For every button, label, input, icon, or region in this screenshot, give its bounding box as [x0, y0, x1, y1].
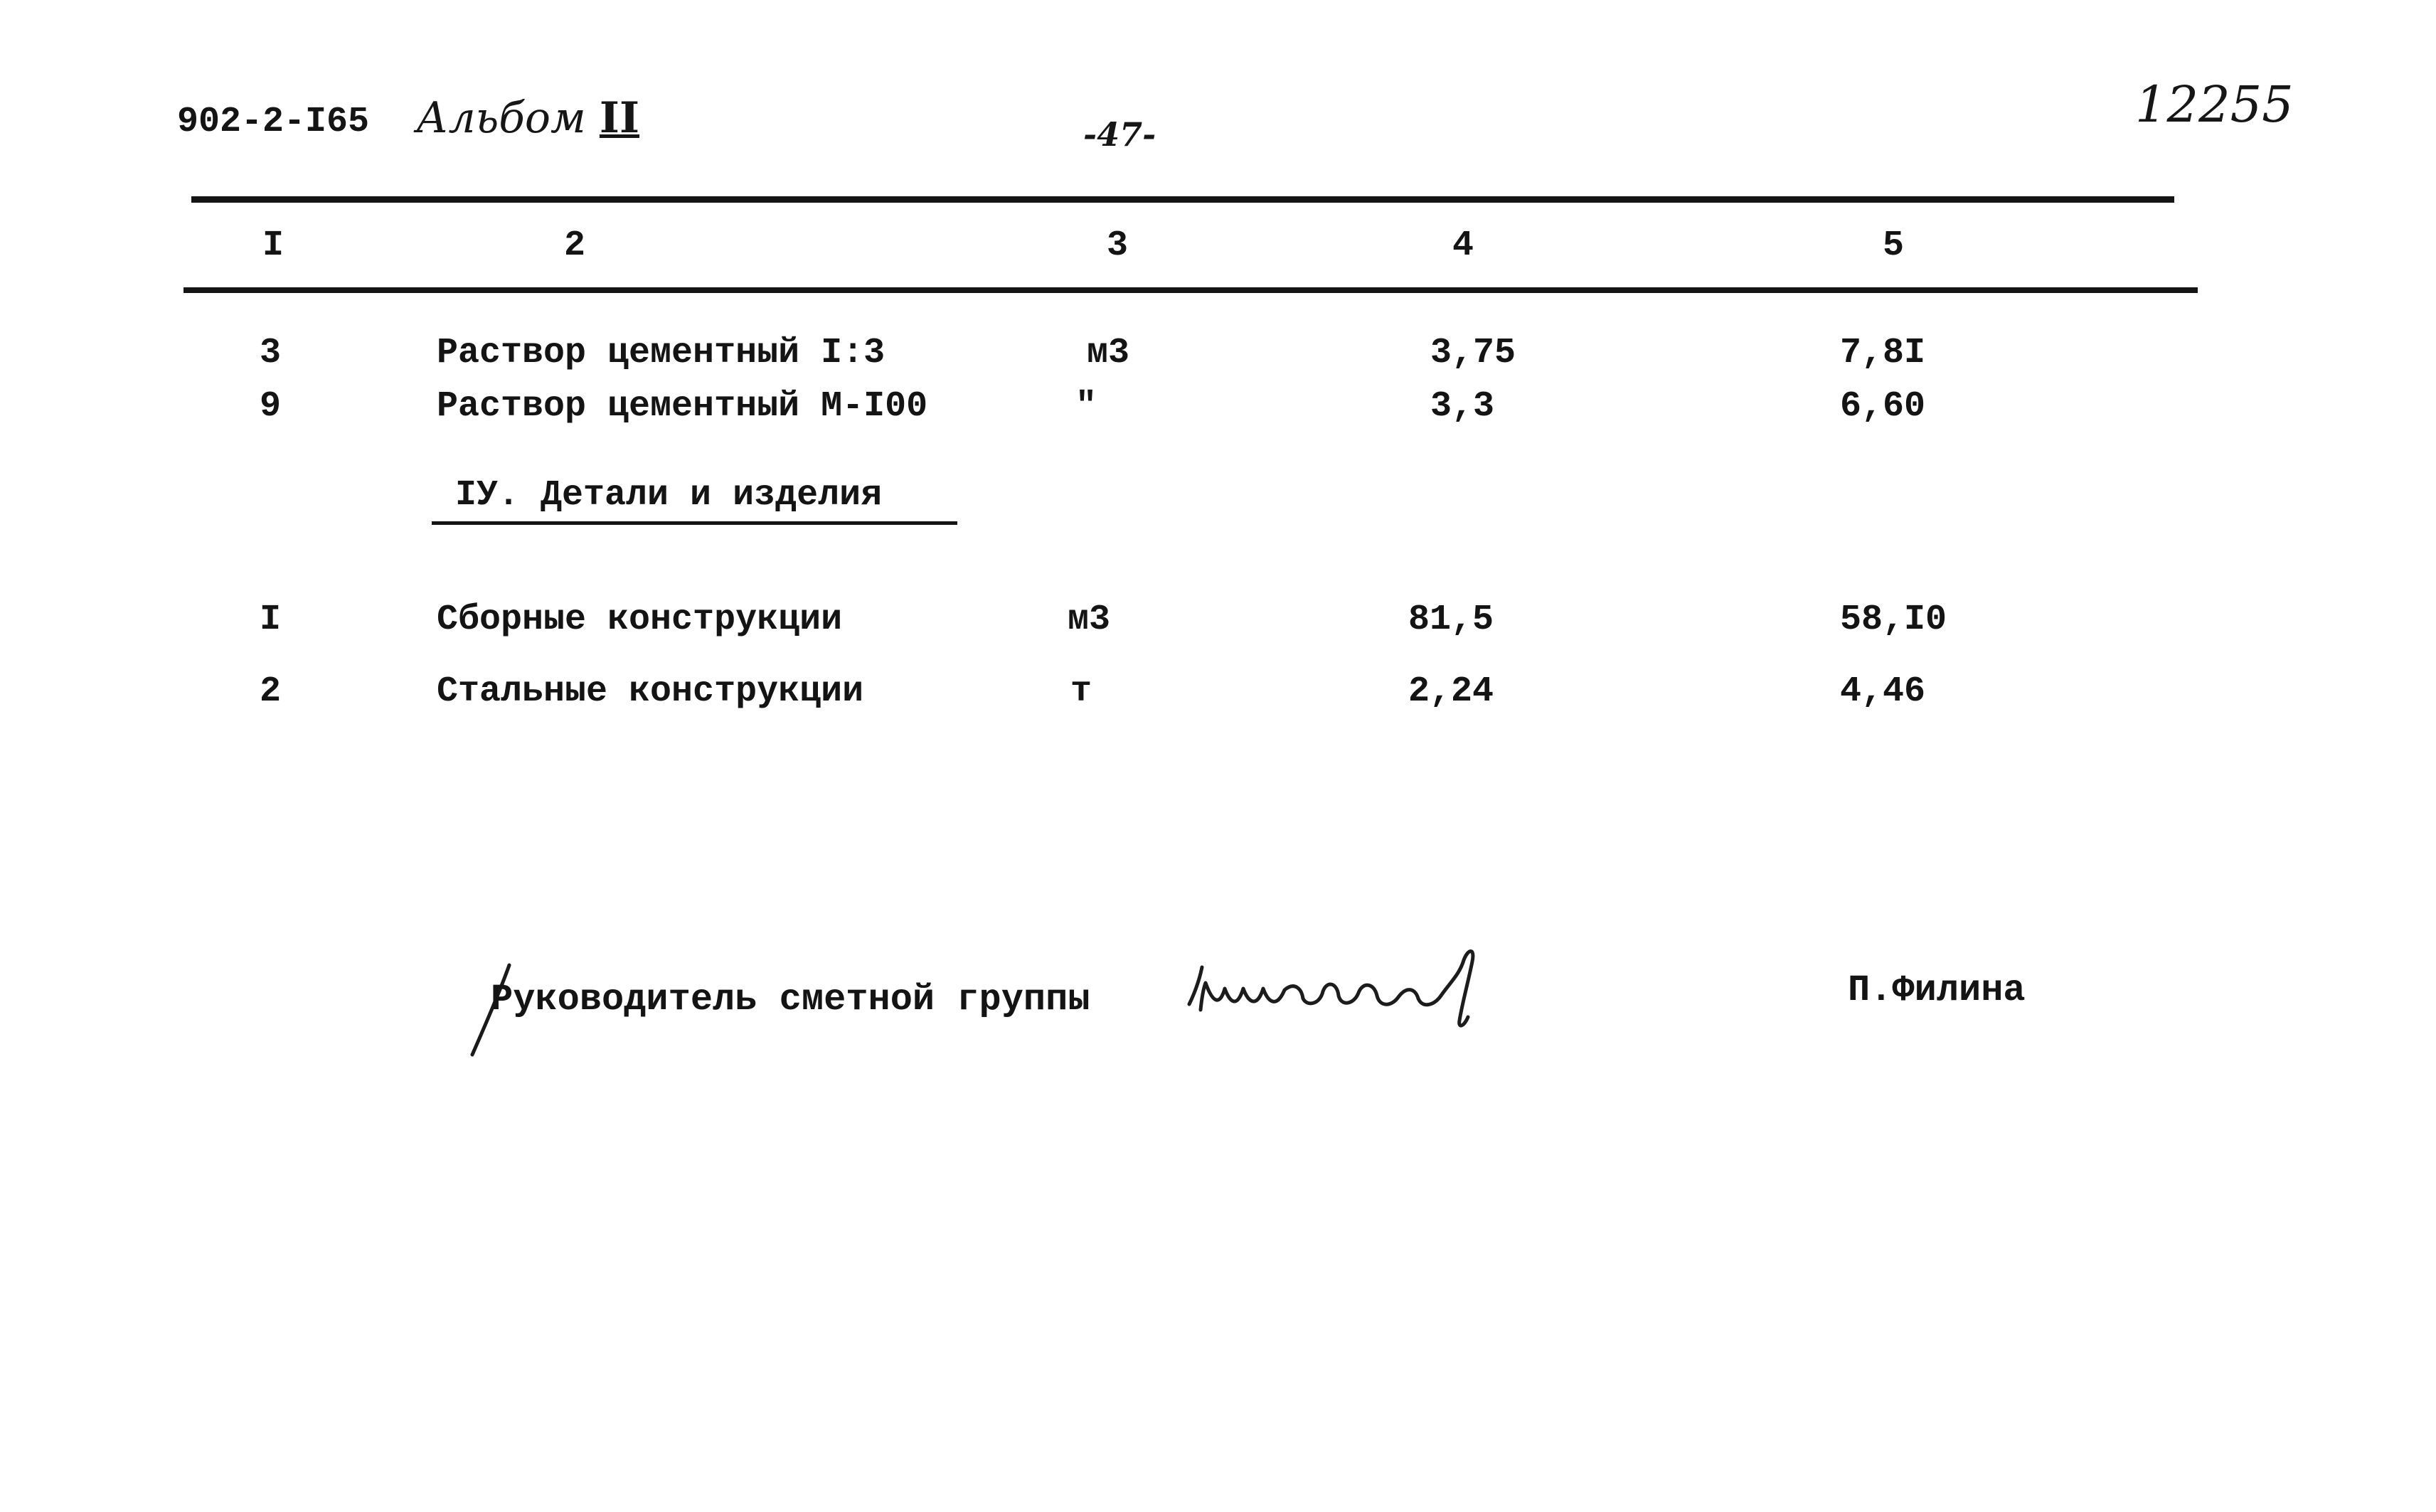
handwritten-signature	[1181, 939, 1501, 1031]
section-heading: IУ. Детали и изделия	[455, 475, 883, 516]
row-4-number: 2	[259, 671, 281, 712]
row-2-unit-ditto: "	[1075, 386, 1097, 427]
row-4-value: 4,46	[1840, 671, 1926, 712]
row-3-quantity: 81,5	[1408, 600, 1494, 640]
row-4-name: Стальные конструкции	[437, 671, 864, 712]
table-header-rule	[184, 287, 2198, 293]
signatory-name: П.Филина	[1848, 969, 2026, 1011]
section-heading-underline	[432, 521, 957, 525]
row-1-quantity: 3,75	[1430, 333, 1516, 373]
signatory-position: Руководитель сметной группы	[491, 979, 1090, 1021]
row-2-name: Раствор цементный М-I00	[437, 386, 928, 427]
album-label-text: Альбом	[416, 93, 586, 143]
column-number-3: 3	[1106, 225, 1128, 266]
column-number-5: 5	[1882, 225, 1904, 266]
document-code: 902-2-I65	[177, 102, 370, 142]
row-1-name: Раствор цементный I:3	[437, 333, 885, 373]
album-number: II	[599, 93, 640, 143]
page-number: -47-	[1083, 115, 1156, 154]
row-4-unit: т	[1070, 671, 1092, 712]
row-3-number: I	[259, 600, 281, 640]
row-4-quantity: 2,24	[1408, 671, 1494, 712]
archive-number: 12255	[2135, 75, 2294, 134]
row-1-value: 7,8I	[1840, 333, 1926, 373]
album-label	[416, 93, 640, 143]
row-2-number: 9	[259, 386, 281, 427]
row-2-value: 6,60	[1840, 386, 1926, 427]
row-1-unit: м3	[1087, 333, 1130, 373]
row-3-unit: м3	[1068, 600, 1111, 640]
table-top-rule	[191, 196, 2174, 203]
row-1-number: 3	[259, 333, 281, 373]
column-number-1: I	[262, 225, 284, 266]
column-number-4: 4	[1452, 225, 1474, 266]
row-3-value: 58,I0	[1840, 600, 1947, 640]
row-2-quantity: 3,3	[1430, 386, 1495, 427]
row-3-name: Сборные конструкции	[437, 600, 843, 640]
column-number-2: 2	[563, 225, 585, 266]
